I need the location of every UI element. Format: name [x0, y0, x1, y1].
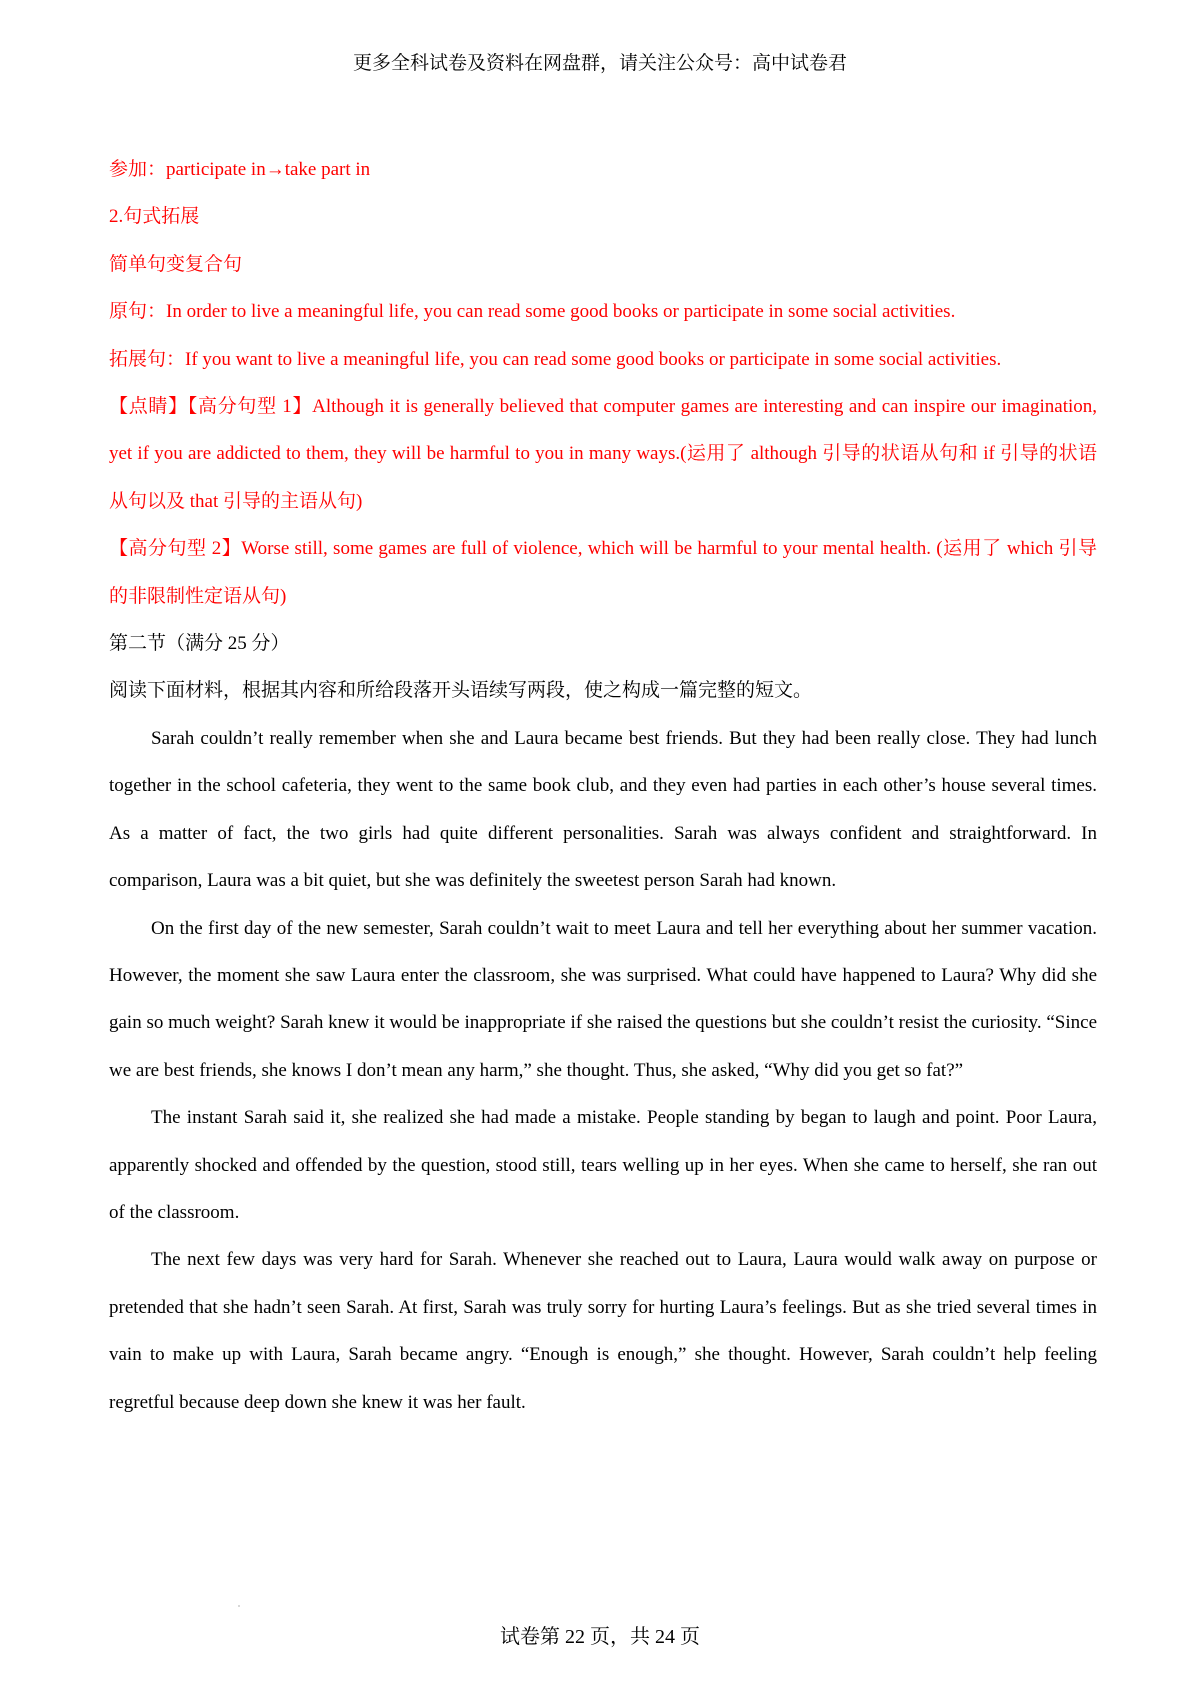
- section-two-title: 第二节（满分 25 分）: [109, 633, 290, 655]
- page-footer: 试卷第 22 页，共 24 页: [500, 1626, 700, 1648]
- scan-speck: [238, 1605, 240, 1607]
- section-two-instructions: 阅读下面材料，根据其内容和所给段落开头语续写两段，使之构成一篇完整的短文。: [109, 680, 813, 702]
- page-header: 更多全科试卷及资料在网盘群，请关注公众号：高中试卷君: [352, 53, 847, 74]
- expanded-sentence: 拓展句：If you want to live a meaningful life, you can read some good books or participate in some social activities.: [109, 348, 1002, 370]
- page-content: [109, 146, 1097, 1426]
- section-heading: 2.句式拓展: [109, 206, 200, 228]
- highlight-sentence-1: 【点睛】【高分句型 1】Although it is generally believed that computer games are interesting and can inspire our imagination, yet if you are addicted to them, they will be harmful to you in many ways.(运用了 although 引导的状语从句和 if 引导的状语从句以及 that 引导的主语从句): [109, 396, 1097, 512]
- story-paragraph: The instant Sarah said it, she realized she had made a mistake. People standing by began to laugh and point. Poor Laura, apparently shocked and offended by the question, stood still, tears welling up in her eyes. When she came to herself, she ran out of the classroom.: [109, 1107, 1097, 1223]
- highlight-sentence-2: 【高分句型 2】Worse still, some games are full of violence, which will be harmful to your mental health. (运用了 which 引导的非限制性定语从句): [109, 538, 1097, 607]
- story-paragraph: On the first day of the new semester, Sarah couldn’t wait to meet Laura and tell her everything about her summer vacation. However, the moment she saw Laura enter the classroom, she was surprised. What could have happened to Laura? Why did she gain so much weight? Sarah knew it would be inappropriate if she raised the questions but she couldn’t resist the curiosity. “Since we are best friends, she knows I don’t mean any harm,” she thought. Thus, she asked, “Why did you get so fat?”: [109, 917, 1097, 1081]
- vocab-line: 参加：participate in→take part in: [109, 159, 371, 180]
- story-paragraph: The next few days was very hard for Sarah. Whenever she reached out to Laura, Laura would walk away on purpose or pretended that she hadn’t seen Sarah. At first, Sarah was truly sorry for hurting Laura’s feelings. But as she tried several times in vain to make up with Laura, Sarah became angry. “Enough is enough,” she thought. However, Sarah couldn’t help feeling regretful because deep down she knew it was her fault.: [109, 1249, 1097, 1413]
- story-paragraph: Sarah couldn’t really remember when she and Laura became best friends. But they had been really close. They had lunch together in the school cafeteria, they went to the same book club, and they even had parties in each other’s house several times. As a matter of fact, the two girls had quite different personalities. Sarah was always confident and straightforward. In comparison, Laura was a bit quiet, but she was definitely the sweetest person Sarah had known.: [109, 727, 1097, 892]
- original-sentence: 原句：In order to live a meaningful life, you can read some good books or participate in some social activities.: [109, 301, 956, 323]
- subheading: 简单句变复合句: [109, 253, 243, 275]
